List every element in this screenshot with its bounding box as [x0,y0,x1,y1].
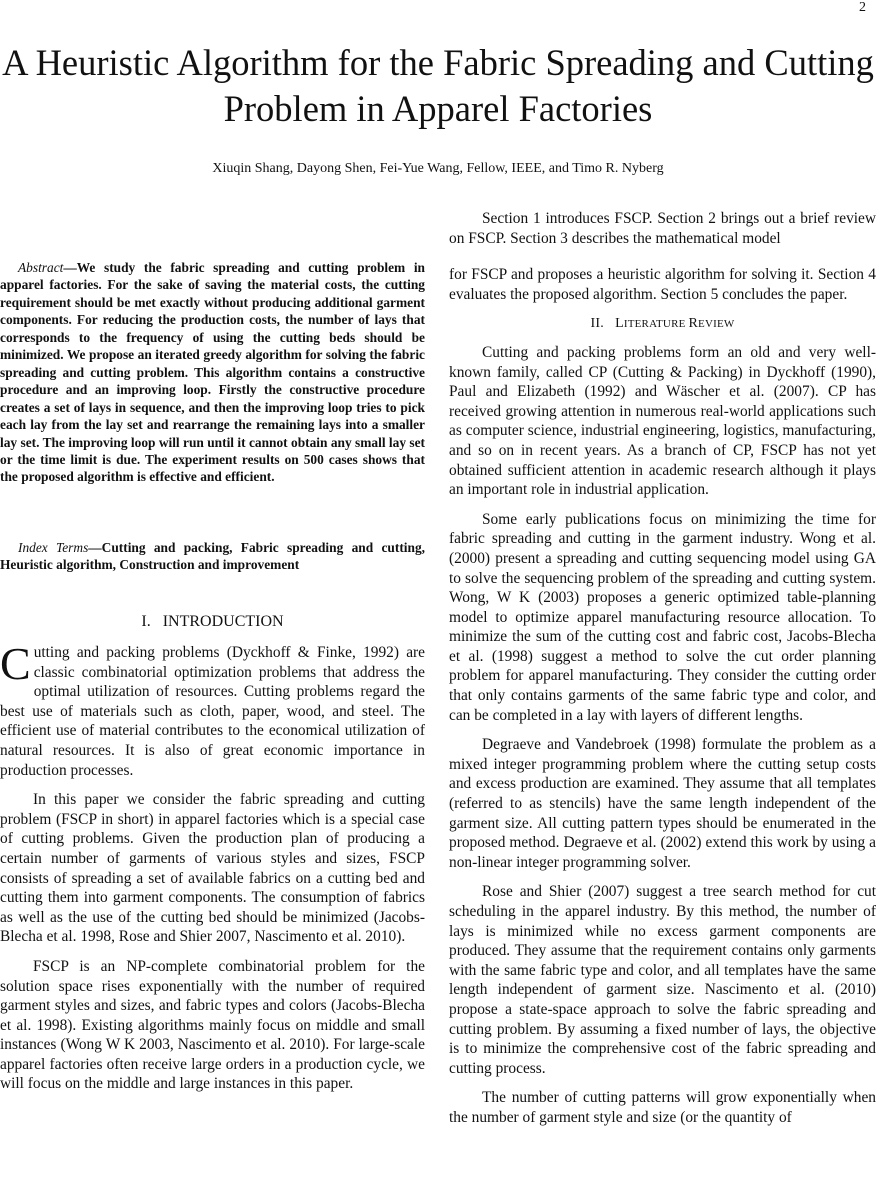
index-terms [0,539,425,574]
right-column [449,209,876,1128]
intro-paragraph-3: FSCP is an NP-complete combinatorial problem for the solution space rises exponentially with the number of required garment styles and sizes, and fabric types and colors (Jacobs-Blecha et al. 1998). Existing algorithms mainly focus on middle and small instances (Wong W K 2003, Nascimento et al. 2010). For large-scale apparel factories often receive large orders in a production cycle, we will focus on the middle and large instances in this paper. [0,957,425,1093]
lit-heading-l: L [615,316,624,332]
intro-paragraph-1 [0,638,425,780]
page-number: 2 [859,0,866,15]
outline-paragraph-part2: for FSCP and proposes a heuristic algorithm for solving it. Section 4 evaluates the proposed algorithm. Section 5 concludes the paper. [449,266,876,303]
intro-paragraph-1-text: utting and packing problems (Dyckhoff & Finke, 1992) are classic combinatorial optimization problems that address the optimal utilization of resources. Cutting problems regard the best use of materials such as cloth, paper, wood, and steel. The efficient use of material contributes to the economical utilization of natural resources. It is also of great economic importance in production processes. [0,644,425,779]
lit-heading-r: R [688,316,699,332]
introduction-body [0,638,425,1094]
index-terms-label: Index Terms [18,540,89,555]
lit-paragraph-3: Degraeve and Vandebroek (1998) formulate the problem as a mixed integer programming problem where the cutting setup costs and excess production are examined. They assume that all templates (referred to as stencils) have the same length independent of the garment size. All cutting pattern types should be enumerated in the proposed method. Degraeve et al. (2002) extend this work by using a non-linear integer programming solver. [449,736,876,871]
section-heading-literature-review [449,314,876,335]
lit-paragraph-5: The number of cutting patterns will grow exponentially when the number of garment style and size (or the quantity of [449,1089,876,1126]
lit-paragraph-4: Rose and Shier (2007) suggest a tree search method for cut scheduling in the apparel industry. By this method, the number of lays is minimized while no excess garment components are produced. They assume that the requirement contains only garments with the same fabric type and color, and all templates have the same length independent of garment size. Nascimento et al. (2010) propose a state-space approach to solve the fabric spreading and cutting problem. By assuming a fixed number of lays, the objective is to minimize the comprehensive cost of the fabric spreading and cutting process. [449,883,876,1077]
section-heading-introduction: I. INTRODUCTION [141,613,284,630]
lit-paragraph-2: Some early publications focus on minimizing the time for fabric spreading and cutting in the garment industry. Wong et al. (2000) present a spreading and cutting sequencing model using GA to solve the sequencing problem of the spreading and cutting system. Wong, W K (2003) proposes a generic optimized table-planning model to optimize apparel manufacturing resource allocation. To minimize the sum of the cutting cost and fabric cost, Jacobs-Blecha et al. (1998) suggest a method to solve the cut order planning problem for apparel manufacturing. They consider the cutting order that only contains garments of the same fabric type and color, and can be completed in a lay with layers of different lengths. [449,510,876,724]
lit-paragraph-1: Cutting and packing problems form an old and very well-known family, called CP (Cutting & Packing) in Dyckhoff (1990), Paul and Elizabeth (1992) and Wäscher et al. (2007). CP has received growing attention in numerous real-world applications such as computer science, industrial engineering, logistics, manufacturing, and so on in recent years. As a branch of CP, FSCP has not yet obtained sufficient attention in academic research although it plays an important role in industrial application. [449,343,876,499]
abstract [0,259,425,486]
intro-paragraph-2: In this paper we consider the fabric spreading and cutting problem (FSCP in short) in apparel factories which is a special case of cutting problems. Given the production plan of producing a certain number of garments of various styles and sizes, FSCP consists of spreading a set of available fabrics on a cutting bed and cutting them into garment components. The consumption of fabrics as well as the use of the cutting bed should be minimized (Jacobs-Blecha et al. 1998, Rose and Shier 2007, Nascimento et al. 2010). [0,791,425,946]
drop-cap: C [0,638,31,689]
abstract-label: Abstract [18,260,64,275]
index-terms-text: —Cutting and packing, Fabric spreading and cutting, Heuristic algorithm, Construction and improvement [0,540,425,573]
abstract-text: —We study the fabric spreading and cutting problem in apparel factories. For the sake of saving the material costs, the cutting requirement should be met exactly without producing additional garment components. For reducing the production costs, the number of lays that corresponds to the frequency of using the cutting beds should be minimized. We propose an iterated greedy algorithm for solving the fabric spreading and cutting problem. This algorithm contains a constructive procedure and an improving loop. Firstly the constructive procedure creates a set of lays in sequence, and then the improving loop tries to pick each lay from the lay set and rearrange the remaining lays into a smaller lay set. The improving loop will run until it cannot obtain any small lay set or the time limit is due. The experiment results on 500 cases shows that the proposed algorithm is effective and efficient. [0,260,425,485]
paper-title: A Heuristic Algorithm for the Fabric Spreading and Cutting Problem in Apparel Factories [2,42,874,129]
outline-paragraph-part1: Section 1 introduces FSCP. Section 2 brings out a brief review on FSCP. Section 3 describes the mathematical model [449,210,876,247]
lit-heading-num: II. [590,316,604,332]
author-list: Xiuqin Shang, Dayong Shen, Fei-Yue Wang, Fellow, IEEE, and Timo R. Nyberg [212,161,664,176]
lit-heading-iterature: ITERATURE [623,318,689,331]
lit-heading-eview: EVIEW [698,318,735,331]
